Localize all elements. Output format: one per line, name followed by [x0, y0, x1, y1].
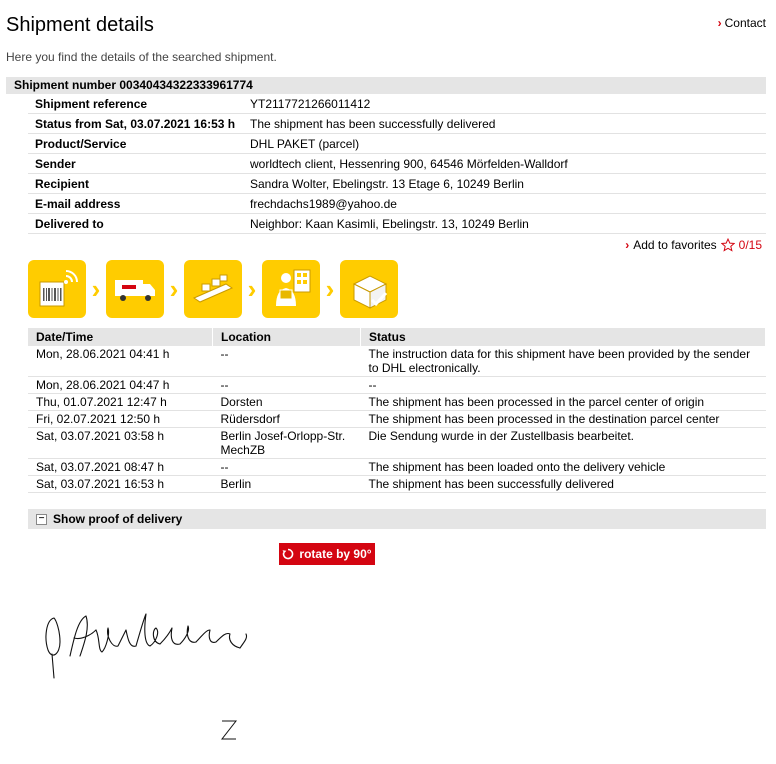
shipment-progress	[28, 260, 398, 318]
event-datetime: Thu, 01.07.2021 12:47 h	[28, 394, 213, 411]
event-datetime: Sat, 03.07.2021 16:53 h	[28, 476, 213, 493]
events-header-row	[28, 328, 766, 346]
step-parcel-scan	[28, 260, 86, 318]
event-location: Berlin	[213, 476, 361, 493]
column-header-location: Location	[213, 328, 361, 346]
event-status: The shipment has been processed in the parcel center of origin	[361, 394, 766, 411]
table-row	[28, 394, 766, 411]
event-datetime: Mon, 28.06.2021 04:47 h	[28, 377, 213, 394]
intro-text: Here you find the details of the searched shipment.	[6, 50, 277, 64]
rotate-button[interactable]	[279, 543, 375, 565]
event-datetime: Sat, 03.07.2021 08:47 h	[28, 459, 213, 476]
chevron-right-icon: ›	[625, 238, 630, 252]
step-transport	[106, 260, 164, 318]
step-arrow-icon: ›	[325, 274, 335, 304]
event-status: The instruction data for this shipment have been provided by the sender to DHL electronically.	[361, 346, 766, 377]
step-courier	[262, 260, 320, 318]
detail-row	[28, 214, 766, 234]
detail-value: Sandra Wolter, Ebelingstr. 13 Etage 6, 10249 Berlin	[243, 174, 766, 194]
add-to-favorites[interactable]	[625, 238, 762, 252]
event-status: The shipment has been successfully delivered	[361, 476, 766, 493]
table-row	[28, 428, 766, 459]
collapse-icon: −	[36, 514, 47, 525]
detail-key: Sender	[28, 154, 243, 174]
table-row	[28, 377, 766, 394]
event-location: --	[213, 346, 361, 377]
chevron-right-icon: ›	[717, 16, 722, 30]
table-row	[28, 476, 766, 493]
event-location: --	[213, 459, 361, 476]
event-status: The shipment has been processed in the destination parcel center	[361, 411, 766, 428]
detail-row	[28, 174, 766, 194]
event-status: --	[361, 377, 766, 394]
detail-key: Product/Service	[28, 134, 243, 154]
rotate-button-label: rotate by 90°	[299, 547, 372, 561]
detail-key: Delivered to	[28, 214, 243, 234]
step-arrow-icon: ›	[247, 274, 257, 304]
event-datetime: Mon, 28.06.2021 04:41 h	[28, 346, 213, 377]
rotate-icon	[282, 548, 294, 560]
detail-value: The shipment has been successfully delivered	[243, 114, 766, 134]
proof-toggle-label: Show proof of delivery	[53, 512, 183, 526]
proof-of-delivery-toggle[interactable]	[28, 509, 766, 529]
favorites-label: Add to favorites	[633, 238, 717, 252]
recipient-signature	[40, 608, 260, 748]
conveyor-icon	[190, 266, 236, 312]
detail-value: DHL PAKET (parcel)	[243, 134, 766, 154]
truck-icon	[112, 266, 158, 312]
favorites-count: 0/15	[738, 238, 762, 252]
detail-value: Neighbor: Kaan Kasimli, Ebelingstr. 13, 10249 Berlin	[243, 214, 766, 234]
event-status: Die Sendung wurde in der Zustellbasis bearbeitet.	[361, 428, 766, 459]
star-icon[interactable]	[721, 238, 735, 252]
event-location: Berlin Josef-Orlopp-Str. MechZB	[213, 428, 361, 459]
column-header-status: Status	[361, 328, 766, 346]
table-row	[28, 346, 766, 377]
detail-key: Recipient	[28, 174, 243, 194]
shipment-details-table	[28, 94, 766, 234]
step-arrow-icon: ›	[169, 274, 179, 304]
courier-icon	[268, 266, 314, 312]
detail-value: worldtech client, Hessenring 900, 64546 Mörfelden-Walldorf	[243, 154, 766, 174]
detail-row	[28, 134, 766, 154]
table-row	[28, 459, 766, 476]
shipment-number-bar: Shipment number 00340434322333961774	[6, 77, 766, 94]
event-datetime: Fri, 02.07.2021 12:50 h	[28, 411, 213, 428]
detail-value: YT2117721266011412	[243, 94, 766, 114]
step-sorting	[184, 260, 242, 318]
event-status: The shipment has been loaded onto the delivery vehicle	[361, 459, 766, 476]
page-title: Shipment details	[6, 14, 154, 36]
table-row	[28, 411, 766, 428]
event-location: Dorsten	[213, 394, 361, 411]
detail-row	[28, 194, 766, 214]
event-location: Rüdersdorf	[213, 411, 361, 428]
detail-row	[28, 114, 766, 134]
detail-row	[28, 94, 766, 114]
detail-key: E-mail address	[28, 194, 243, 214]
detail-row	[28, 154, 766, 174]
parcel-scan-icon	[34, 266, 80, 312]
event-datetime: Sat, 03.07.2021 03:58 h	[28, 428, 213, 459]
event-location: --	[213, 377, 361, 394]
delivered-box-icon	[346, 266, 392, 312]
detail-value: frechdachs1989@yahoo.de	[243, 194, 766, 214]
detail-key: Status from Sat, 03.07.2021 16:53 h	[28, 114, 243, 134]
contact-label: Contact	[724, 16, 766, 30]
column-header-datetime: Date/Time	[28, 328, 213, 346]
step-delivered	[340, 260, 398, 318]
step-arrow-icon: ›	[91, 274, 101, 304]
detail-key: Shipment reference	[28, 94, 243, 114]
events-table	[28, 328, 766, 493]
contact-link[interactable]	[718, 16, 766, 30]
